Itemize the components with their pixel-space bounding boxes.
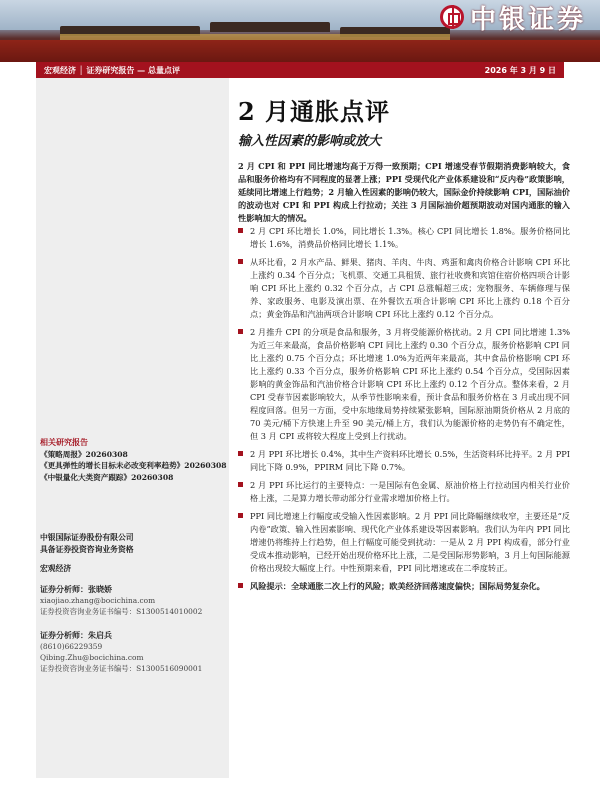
analyst-card [40,584,228,617]
banner-roof [210,22,330,32]
header-banner [0,0,600,62]
bullet-square-icon [238,583,243,588]
page-subtitle: 输入性因素的影响或放大 [238,134,382,149]
bullet-list [238,225,570,598]
page-title: 2 月通胀点评 [238,97,391,126]
report-date: 2026 年 3 月 9 日 [484,65,556,75]
company-qualification: 具备证券投资咨询业务资格 [40,545,134,554]
boc-logo-icon [440,5,464,29]
analyst-name: 证券分析师：张晓娇 [40,584,112,594]
analyst-cert: 证券投资咨询业务证书编号：S1300514010002 [40,607,203,616]
bullet-square-icon [238,482,243,487]
bullet-item: 2 月 CPI 环比增长 1.0%，同比增长 1.3%。核心 CPI 同比增长 1.8%。服务价格同比增长 1.6%，消费品价格同比增长 1.1%。 [238,225,570,251]
bullet-square-icon [238,513,243,518]
sector-label: 宏观经济 [40,564,72,573]
bullet-item: 2 月推升 CPI 的分项是食品和服务，3 月将受能源价格扰动。2 月 CPI 同比增速 1.3%为近三年来最高，食品价格影响 CPI 同比上涨约 0.30 个百分点，服务价格影响 CPI 同比上涨约 0.75 个百分点；环比增速 1.0%为近两年来最高，其中食品价格影响 CPI 环比上涨约 0.33 个百分点，服务价格影响 CPI 环比上涨约 0.54 个百分点，受国际因素影响的黄金饰品和汽油价格合计影响 CPI 环比上涨约 0.12 个百分点。整体来看，2 月 CPI 受春节因素影响较大，从季节性影响来看，预计食品和服务价格在 3 月或出现不同程度回落。但另一方面，受中东地缘局势持续紧张影响，国际原油期货价格从 2 月底的 70 美元/桶下方快速上升至 90 美元/桶上方，我们认为能源价格的走势仍有不确定性，但 3 月 CPI 或将较大程度上受到上行扰动。 [238,326,570,443]
bullet-square-icon [238,259,243,264]
analyst-phone: (8610)66229359 [40,642,103,651]
bullet-item: 2 月 PPI 环比增长 0.4%，其中生产资料环比增长 0.5%，生活资料环比持平。2 月 PPI 同比下降 0.9%，PPIRM 同比下降 0.7%。 [238,448,570,474]
related-heading: 相关研究报告 [40,438,88,447]
bullet-square-icon [238,451,243,456]
bullet-item: PPI 同比增速上行幅度或受输入性因素影响。2 月 PPI 同比降幅继续收窄，主要还是“反内卷”政策、输入性因素影响、现代化产业体系建设等因素影响。我们认为年内 PPI 同比增速仍将维持上行趋势，但上行幅度可能受到扰动：一是从 2 月 PPI 构成看，部分行业受成本推动影响，已经开始出现价格环比上涨，二是受国际形势影响，3 月上旬国际能源价格出现较大幅度上行。中性预期来看，PPI 同比增速或在二季度转正。 [238,510,570,575]
analyst-email[interactable]: xiaojiao.zhang@bocichina.com [40,596,156,605]
analyst-card [40,630,228,674]
bullet-square-icon [238,329,243,334]
company-info [40,532,228,556]
analyst-name: 证券分析师：朱启兵 [40,630,112,640]
logo-text: 中银证券 [469,4,586,35]
bullet-square-icon [238,228,243,233]
bullet-item: 从环比看，2 月水产品、鲜果、猪肉、羊肉、牛肉、鸡蛋和禽肉价格合计影响 CPI 环比上涨约 0.34 个百分点；飞机票、交通工具租赁、旅行社收费和宾馆住宿价格四项合计影响 CPI 环比上涨约 0.32 个百分点，占 CPI 总涨幅超三成；宠物服务、车辆修理与保养、家政服务、电影及演出票、在外餐饮五项合计影响 CPI 环比上涨约 0.18 个百分点；黄金饰品和汽油两项合计影响 CPI 环比上涨约 0.12 个百分点。 [238,256,570,321]
analyst-email[interactable]: Qibing.Zhu@bocichina.com [40,653,144,662]
bullet-item: 2 月 PPI 环比运行的主要特点：一是国际有色金属、原油价格上行拉动国内相关行业价格上涨，二是算力增长带动部分行业需求增加价格上行。 [238,479,570,505]
related-report-link[interactable]: 《策略周报》20260308 [40,449,128,459]
bullet-item: 风险提示：全球通胀二次上行的风险；欧美经济回落速度偏快；国际局势复杂化。 [238,580,570,593]
related-report-link[interactable]: 《更具弹性的增长目标未必改变利率趋势》20260308 [40,461,227,470]
analyst-cert: 证券投资咨询业务证书编号：S1300516090001 [40,664,203,673]
report-category: 宏观经济 │ 证券研究报告 — 总量点评 [44,65,180,75]
related-reports [40,437,228,483]
banner-wall [0,40,600,62]
category-bar [36,62,564,78]
summary-paragraph: 2 月 CPI 和 PPI 同比增速均高于万得一致预期；CPI 增速受春节假期消费影响较大，食品和服务价格均有不同程度的显著上涨；PPI 受现代化产业体系建设和“反内卷”政策影响，延续同比增速上行趋势；2 月输入性因素的影响仍较大，国际金价持续影响 CPI，国际油价的波动也对 CPI 和 PPI 构成上行拉动；关注 3 月国际油价超预期波动对国内通胀的输入性影响加大的情况。 [238,161,570,223]
boc-logo [440,2,586,35]
related-report-link[interactable]: 《中银量化大类资产跟踪》20260308 [40,472,174,482]
company-name: 中银国际证券股份有限公司 [40,533,134,542]
